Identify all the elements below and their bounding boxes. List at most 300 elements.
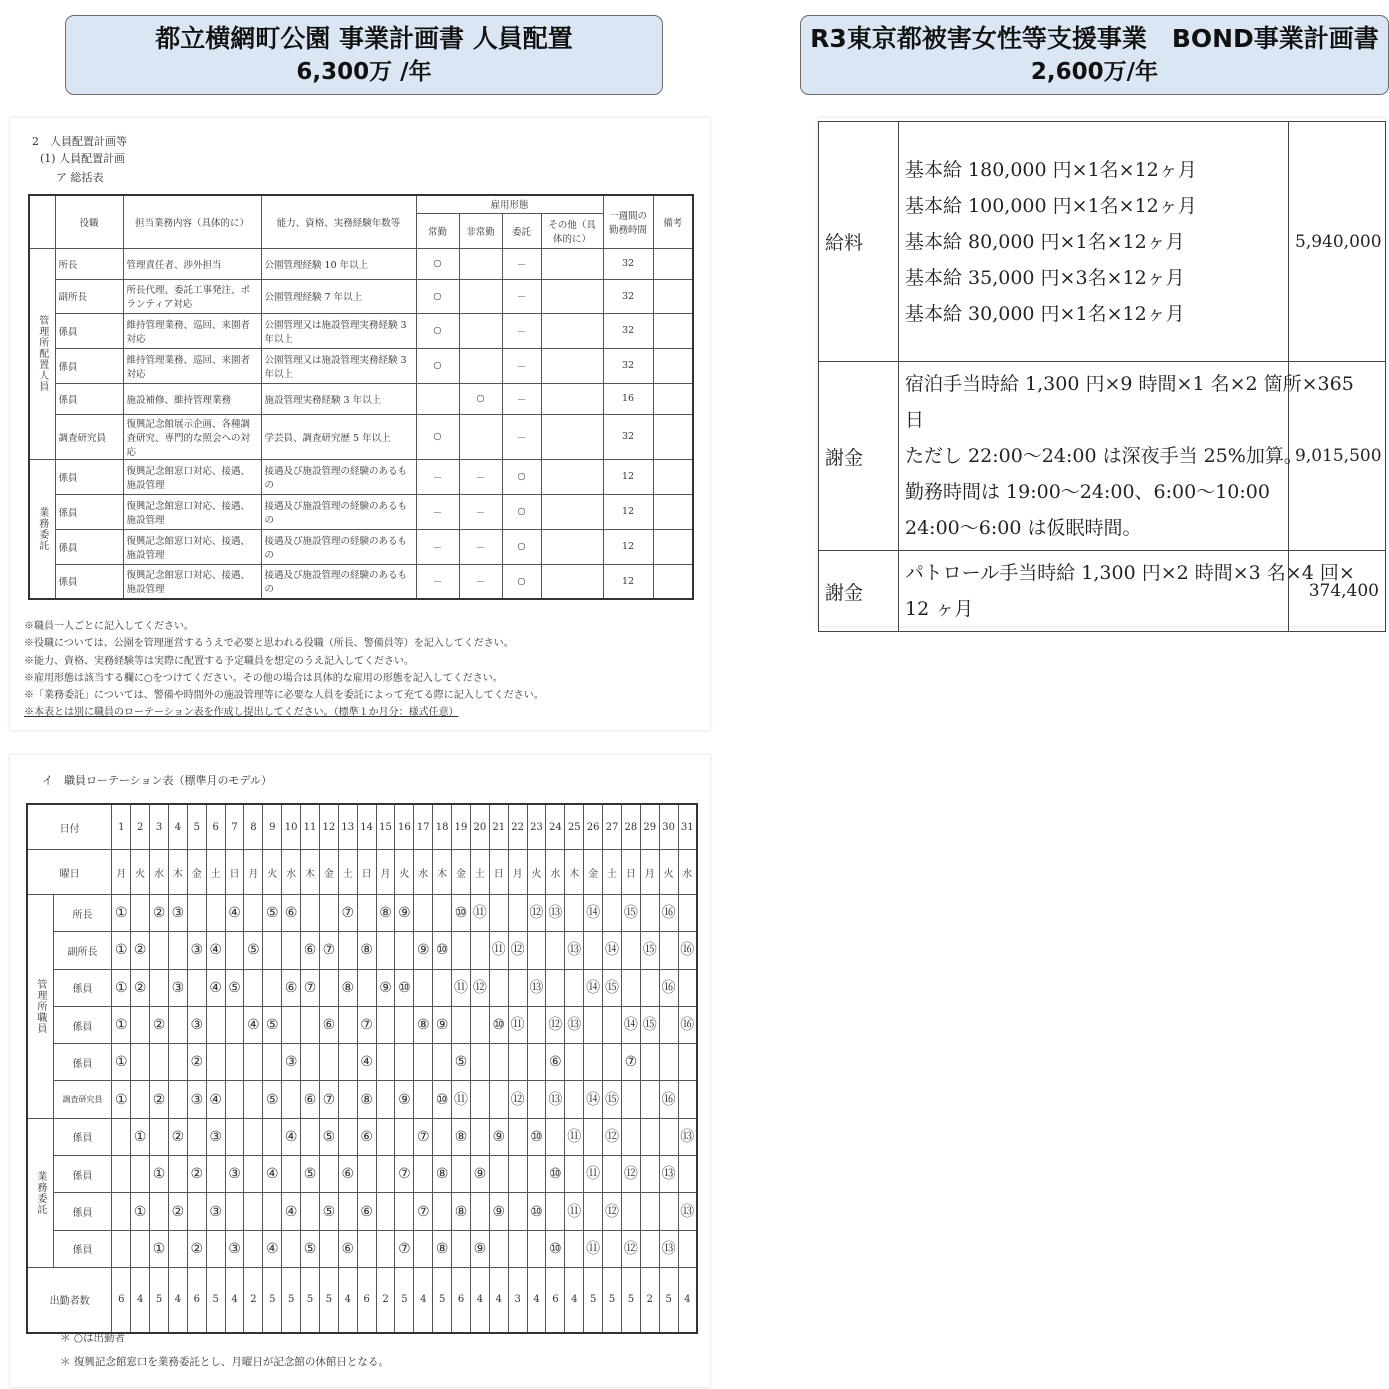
shift-mark: ② (168, 1118, 187, 1155)
date-cell: 20 (470, 804, 489, 850)
shift-mark (225, 1118, 244, 1155)
shift-mark: ③ (187, 1081, 206, 1118)
summary-contract: － (502, 313, 541, 348)
shift-mark: ⑫ (603, 1193, 622, 1230)
weekday-cell: 月 (376, 850, 395, 895)
summary-hours: 32 (603, 248, 653, 279)
summary-role: 係員 (55, 494, 123, 529)
shift-mark: ① (112, 969, 131, 1006)
total-cell: 4 (338, 1267, 357, 1333)
shift-mark (357, 969, 376, 1006)
left-banner-title: 都立横網町公園 事業計画書 人員配置 (155, 24, 573, 53)
summary-role: 副所長 (55, 279, 123, 313)
shift-mark: ⑬ (546, 895, 565, 932)
summary-duties: 復興記念館窓口対応、接遇、施設管理 (123, 564, 261, 599)
summary-ability: 公園管理経験 7 年以上 (261, 279, 416, 313)
rotation-role: 係員 (53, 1118, 112, 1155)
shift-mark (470, 932, 489, 969)
shift-mark: ⑬ (546, 1081, 565, 1118)
shift-mark: ⑧ (433, 1230, 452, 1267)
shift-mark (678, 1044, 697, 1081)
shift-mark: ② (131, 932, 150, 969)
budget-line: 12 ヶ月 (905, 598, 974, 620)
shift-mark (338, 932, 357, 969)
shift-mark (470, 1081, 489, 1118)
shift-mark (282, 1081, 301, 1118)
shift-mark: ⑫ (603, 1118, 622, 1155)
budget-item: 給料 (819, 122, 899, 362)
summary-parttime (459, 414, 502, 459)
date-cell: 2 (131, 804, 150, 850)
shift-mark (244, 1044, 263, 1081)
shift-mark (395, 1044, 414, 1081)
staff-summary-scan (10, 118, 710, 730)
shift-mark (301, 1193, 320, 1230)
shift-mark: ⑩ (395, 969, 414, 1006)
shift-mark: ① (112, 1006, 131, 1043)
shift-mark (659, 1118, 678, 1155)
shift-mark (603, 1156, 622, 1193)
summary-contract: ○ (502, 494, 541, 529)
group-label-management: 管理所配置人員 (29, 248, 55, 459)
date-cell: 13 (338, 804, 357, 850)
shift-mark: ⑩ (452, 895, 471, 932)
shift-mark: ⑦ (301, 969, 320, 1006)
summary-remarks (653, 564, 693, 599)
shift-mark: ④ (244, 1006, 263, 1043)
summary-note: ※職員一人ごとに記入してください。 (24, 621, 194, 632)
shift-mark: ⑫ (621, 1230, 640, 1267)
shift-mark (206, 1044, 225, 1081)
summary-note: ※能力、資格、実務経験等は実際に配置する予定職員を想定のうえ記入してください。 (24, 655, 414, 667)
shift-mark: ⑯ (659, 969, 678, 1006)
summary-body (29, 248, 693, 599)
summary-row (29, 529, 693, 564)
shift-mark (508, 895, 527, 932)
weekday-cell: 月 (112, 850, 131, 895)
total-cell: 5 (301, 1267, 320, 1333)
rotation-role: 係員 (53, 1193, 112, 1230)
shift-mark: ① (112, 932, 131, 969)
summary-heading-3: ア 総括表 (56, 171, 104, 184)
shift-mark (659, 1044, 678, 1081)
summary-hours: 12 (603, 459, 653, 494)
shift-mark: ⑭ (584, 895, 603, 932)
rotation-title: イ 職員ローテーション表（標準月のモデル） (42, 774, 273, 787)
shift-mark (263, 1118, 282, 1155)
shift-mark: ⑨ (433, 1006, 452, 1043)
shift-mark (414, 1044, 433, 1081)
summary-row (29, 459, 693, 494)
weekday-cell: 日 (621, 850, 640, 895)
shift-mark (640, 1230, 659, 1267)
summary-ability: 接遇及び施設管理の経験のあるもの (261, 459, 416, 494)
budget-amount: 374,400 (1289, 551, 1386, 632)
weekday-cell: 火 (527, 850, 546, 895)
summary-remarks (653, 279, 693, 313)
shift-mark (282, 1156, 301, 1193)
shift-mark (470, 1118, 489, 1155)
shift-mark: ⑩ (433, 1081, 452, 1118)
shift-mark: ⑤ (319, 1193, 338, 1230)
shift-mark: ③ (168, 969, 187, 1006)
date-cell: 25 (565, 804, 584, 850)
shift-mark: ⑧ (357, 1081, 376, 1118)
budget-line: 基本給 30,000 円×1名×12ヶ月 (905, 302, 1185, 325)
summary-ability: 接遇及び施設管理の経験のあるもの (261, 564, 416, 599)
shift-mark (565, 1156, 584, 1193)
shift-mark (508, 969, 527, 1006)
date-cell: 30 (659, 804, 678, 850)
shift-mark: ⑥ (338, 1230, 357, 1267)
shift-mark: ⑤ (225, 969, 244, 1006)
summary-row (29, 279, 693, 313)
shift-mark (584, 1118, 603, 1155)
summary-ability: 接遇及び施設管理の経験のあるもの (261, 529, 416, 564)
rotation-body (27, 804, 697, 1333)
shift-mark: ⑥ (546, 1044, 565, 1081)
shift-mark: ⑯ (678, 1006, 697, 1043)
shift-mark: ⑦ (395, 1156, 414, 1193)
budget-scan (818, 118, 1385, 626)
shift-mark (640, 1118, 659, 1155)
shift-mark: ⑥ (338, 1156, 357, 1193)
shift-mark (376, 1044, 395, 1081)
shift-mark: ⑥ (357, 1118, 376, 1155)
weekday-row (27, 850, 697, 895)
rotation-staff-row (27, 1156, 697, 1193)
summary-contract: － (502, 279, 541, 313)
summary-other (541, 348, 603, 383)
date-cell: 10 (282, 804, 301, 850)
shift-mark (301, 1118, 320, 1155)
total-row (27, 1267, 697, 1333)
shift-mark: ⑧ (433, 1156, 452, 1193)
shift-mark: ④ (357, 1044, 376, 1081)
budget-row (819, 362, 1386, 551)
shift-mark (489, 895, 508, 932)
shift-mark (640, 895, 659, 932)
summary-other (541, 313, 603, 348)
summary-contract: ○ (502, 459, 541, 494)
shift-mark (659, 1193, 678, 1230)
shift-mark: ⑪ (508, 1006, 527, 1043)
shift-mark (433, 1044, 452, 1081)
weekday-cell: 金 (452, 850, 471, 895)
budget-line: 基本給 100,000 円×1名×12ヶ月 (905, 194, 1197, 217)
shift-mark: ⑬ (565, 932, 584, 969)
summary-fulltime: ○ (416, 313, 459, 348)
shift-mark: ⑦ (319, 932, 338, 969)
summary-other (541, 459, 603, 494)
weekday-cell: 水 (282, 850, 301, 895)
shift-mark (168, 1156, 187, 1193)
shift-mark: ① (131, 1118, 150, 1155)
shift-mark (338, 1193, 357, 1230)
budget-line: ただし 22:00～24:00 は深夜手当 25%加算。 (905, 445, 1303, 467)
shift-mark (470, 1193, 489, 1230)
shift-mark (527, 1006, 546, 1043)
shift-mark: ⑭ (584, 1081, 603, 1118)
date-cell: 16 (395, 804, 414, 850)
date-label: 日付 (27, 804, 112, 850)
budget-row (819, 122, 1386, 362)
shift-mark (414, 895, 433, 932)
shift-mark: ⑤ (263, 1081, 282, 1118)
shift-mark (357, 1156, 376, 1193)
date-cell: 12 (319, 804, 338, 850)
budget-line: 勤務時間は 19:00～24:00、6:00～10:00 (905, 481, 1270, 503)
shift-mark (603, 1006, 622, 1043)
summary-note: ※本表とは別に職員のローテーション表を作成し提出してください。（標準１か月分：様式任意） (24, 707, 459, 719)
shift-mark: ⑪ (452, 969, 471, 1006)
date-cell: 1 (112, 804, 131, 850)
shift-mark: ⑫ (470, 969, 489, 1006)
shift-mark: ⑪ (452, 1081, 471, 1118)
summary-remarks (653, 348, 693, 383)
summary-fulltime: － (416, 494, 459, 529)
rotation-staff-row (27, 1006, 697, 1043)
weekday-cell: 金 (187, 850, 206, 895)
header-remarks: 備考 (653, 195, 693, 248)
date-cell: 22 (508, 804, 527, 850)
shift-mark (187, 1118, 206, 1155)
summary-row (29, 564, 693, 599)
shift-mark (433, 969, 452, 1006)
shift-mark (206, 1156, 225, 1193)
total-cell: 5 (659, 1267, 678, 1333)
total-cell: 2 (640, 1267, 659, 1333)
summary-ability: 学芸員、調査研究歴 5 年以上 (261, 414, 416, 459)
date-cell: 7 (225, 804, 244, 850)
shift-mark (244, 895, 263, 932)
date-cell: 6 (206, 804, 225, 850)
budget-item: 謝金 (819, 551, 899, 632)
shift-mark (338, 1081, 357, 1118)
shift-mark: ⑤ (263, 1006, 282, 1043)
summary-fulltime: ○ (416, 348, 459, 383)
shift-mark (489, 1156, 508, 1193)
date-cell: 3 (150, 804, 169, 850)
total-cell: 3 (508, 1267, 527, 1333)
shift-mark: ⑭ (603, 932, 622, 969)
shift-mark (112, 1230, 131, 1267)
summary-hours: 32 (603, 414, 653, 459)
shift-mark: ⑤ (319, 1118, 338, 1155)
summary-fulltime (416, 383, 459, 414)
shift-mark: ⑧ (376, 895, 395, 932)
shift-mark (168, 932, 187, 969)
shift-mark: ② (131, 969, 150, 1006)
summary-hours: 32 (603, 348, 653, 383)
rotation-group-management: 管理所職員 (27, 895, 53, 1119)
shift-mark (621, 969, 640, 1006)
shift-mark (225, 1044, 244, 1081)
shift-mark (187, 1193, 206, 1230)
shift-mark: ⑤ (301, 1156, 320, 1193)
date-cell: 31 (678, 804, 697, 850)
shift-mark (338, 1044, 357, 1081)
shift-mark (621, 1118, 640, 1155)
weekday-cell: 木 (565, 850, 584, 895)
total-cell: 4 (168, 1267, 187, 1333)
rotation-staff-row (27, 895, 697, 932)
shift-mark (527, 1081, 546, 1118)
header-contract: 委託 (502, 213, 541, 248)
shift-mark (508, 1118, 527, 1155)
shift-mark (338, 1006, 357, 1043)
shift-mark (376, 1156, 395, 1193)
shift-mark (131, 1230, 150, 1267)
shift-mark: ⑫ (527, 895, 546, 932)
shift-mark: ⑨ (489, 1193, 508, 1230)
shift-mark: ⑦ (319, 1081, 338, 1118)
shift-mark (168, 1006, 187, 1043)
shift-mark: ⑨ (470, 1156, 489, 1193)
shift-mark: ③ (206, 1193, 225, 1230)
shift-mark (565, 969, 584, 1006)
shift-mark: ② (187, 1230, 206, 1267)
shift-mark (376, 1193, 395, 1230)
summary-row (29, 348, 693, 383)
summary-contract: ○ (502, 529, 541, 564)
summary-role: 係員 (55, 529, 123, 564)
date-cell: 4 (168, 804, 187, 850)
left-banner (65, 15, 663, 95)
weekday-cell: 金 (584, 850, 603, 895)
shift-mark (376, 1081, 395, 1118)
shift-mark (603, 1230, 622, 1267)
budget-line: 基本給 80,000 円×1名×12ヶ月 (905, 230, 1185, 253)
shift-mark (112, 1193, 131, 1230)
shift-mark (244, 969, 263, 1006)
shift-mark (546, 1118, 565, 1155)
shift-mark: ③ (206, 1118, 225, 1155)
shift-mark: ⑮ (640, 1006, 659, 1043)
shift-mark (659, 932, 678, 969)
shift-mark: ① (150, 1230, 169, 1267)
shift-mark: ⑬ (659, 1156, 678, 1193)
total-cell: 2 (376, 1267, 395, 1333)
shift-mark: ⑥ (301, 932, 320, 969)
shift-mark (319, 1230, 338, 1267)
shift-mark (112, 1156, 131, 1193)
weekday-cell: 水 (414, 850, 433, 895)
header-duties: 担当業務内容（具体的に） (123, 195, 261, 248)
shift-mark: ④ (225, 895, 244, 932)
shift-mark: ⑨ (395, 1081, 414, 1118)
shift-mark (225, 1006, 244, 1043)
shift-mark (452, 1006, 471, 1043)
summary-heading-2: (1) 人員配置計画 (40, 152, 126, 165)
summary-parttime: － (459, 494, 502, 529)
shift-mark: ⑩ (489, 1006, 508, 1043)
shift-mark (131, 1156, 150, 1193)
shift-mark (244, 1118, 263, 1155)
shift-mark (225, 1081, 244, 1118)
shift-mark (112, 1118, 131, 1155)
budget-line: 日 (905, 409, 925, 431)
summary-duties: 維持管理業務、巡回、来園者対応 (123, 348, 261, 383)
shift-mark (131, 1044, 150, 1081)
budget-detail (899, 122, 1289, 362)
shift-mark (584, 1193, 603, 1230)
shift-mark (206, 1230, 225, 1267)
shift-mark: ⑦ (414, 1193, 433, 1230)
rotation-note: ＊ ○は出勤者 (60, 1332, 125, 1344)
shift-mark (452, 932, 471, 969)
shift-mark: ④ (206, 932, 225, 969)
weekday-cell: 日 (357, 850, 376, 895)
shift-mark: ⑨ (376, 969, 395, 1006)
shift-mark: ⑦ (414, 1118, 433, 1155)
shift-mark: ⑯ (678, 932, 697, 969)
summary-remarks (653, 414, 693, 459)
date-cell: 21 (489, 804, 508, 850)
shift-mark (395, 1193, 414, 1230)
weekday-cell: 月 (244, 850, 263, 895)
shift-mark (584, 932, 603, 969)
rotation-role: 係員 (53, 1006, 112, 1043)
rotation-role: 係員 (53, 1156, 112, 1193)
shift-mark: ⑦ (395, 1230, 414, 1267)
shift-mark (489, 1230, 508, 1267)
shift-mark (565, 895, 584, 932)
summary-ability: 施設管理実務経験 3 年以上 (261, 383, 416, 414)
summary-other (541, 529, 603, 564)
weekday-cell: 火 (395, 850, 414, 895)
summary-fulltime: ○ (416, 248, 459, 279)
summary-contract: － (502, 414, 541, 459)
total-cell: 5 (319, 1267, 338, 1333)
staff-summary-table (28, 194, 694, 600)
summary-note: ※「業務委託」については、警備や時間外の施設管理等に必要な人員を委託によって充てる際に記入してください。 (24, 690, 544, 702)
shift-mark (187, 895, 206, 932)
weekday-cell: 木 (301, 850, 320, 895)
weekday-cell: 火 (131, 850, 150, 895)
summary-row (29, 414, 693, 459)
weekday-cell: 木 (433, 850, 452, 895)
shift-mark: ④ (263, 1156, 282, 1193)
total-cell: 4 (470, 1267, 489, 1333)
rotation-staff-row (27, 1081, 697, 1118)
budget-line: パトロール手当時給 1,300 円×2 時間×3 名×4 回× (905, 562, 1355, 584)
date-cell: 8 (244, 804, 263, 850)
shift-mark (621, 932, 640, 969)
total-label: 出勤者数 (27, 1267, 112, 1333)
date-cell: 11 (301, 804, 320, 850)
shift-mark: ⑫ (508, 1081, 527, 1118)
shift-mark: ⑥ (301, 1081, 320, 1118)
shift-mark: ⑧ (452, 1118, 471, 1155)
shift-mark (640, 1081, 659, 1118)
total-cell: 4 (225, 1267, 244, 1333)
shift-mark (508, 1044, 527, 1081)
shift-mark: ④ (206, 969, 225, 1006)
header-role: 役職 (55, 195, 123, 248)
shift-mark (527, 1230, 546, 1267)
summary-hours: 12 (603, 564, 653, 599)
shift-mark: ④ (263, 1230, 282, 1267)
shift-mark: ④ (282, 1118, 301, 1155)
shift-mark (206, 895, 225, 932)
date-cell: 28 (621, 804, 640, 850)
summary-row (29, 494, 693, 529)
shift-mark (565, 1230, 584, 1267)
shift-mark (678, 1156, 697, 1193)
shift-mark (376, 1118, 395, 1155)
rotation-staff-row (27, 932, 697, 969)
